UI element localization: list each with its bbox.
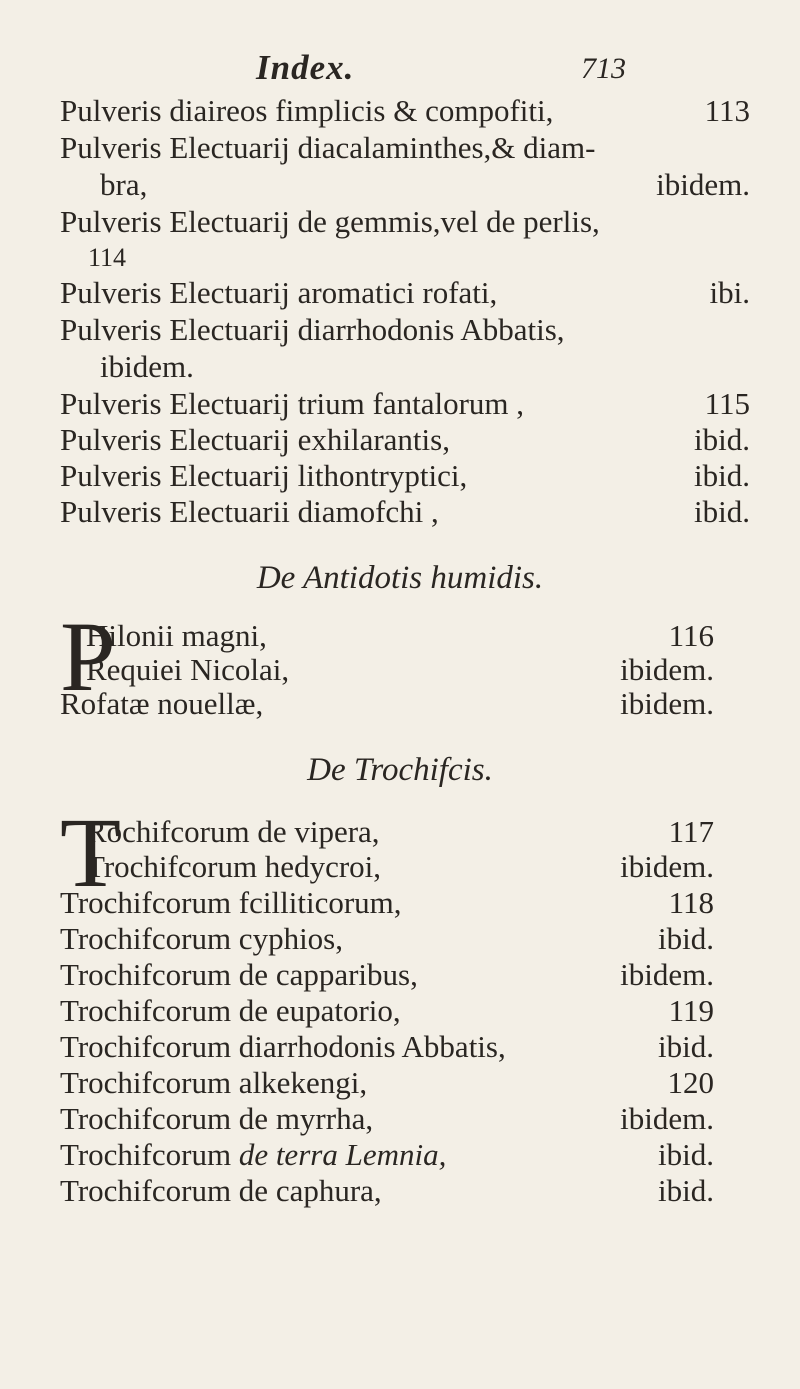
page-number: 713 [581, 52, 626, 85]
drop-capital: T [60, 797, 122, 908]
book-page: Index. 713 Pulveris diaireos fimplicis & compofiti, 113 Pulveris Electuarij diacalaminthes,& diam- bra, ibidem. Pulveris Electuarij de gemmis,vel de perlis, 114 Pulveris Electuarij aromatici rofati, ibi. Pulveris Electuarij diarrhodonis Abbatis, ibidem. Pulveris Electuarij trium fantalorum , 115 Pulveris Electuarij exhilarantis, ibid. Pulveris Electuarij lithontryptici, ibid. Pulveris Electuarii diamofchi , ibid. De Antidotis humidis. P Hilonii magni, 116 Requiei Nicolai, ibidem. Rofatæ nouellæ, ibidem. De Trochifcis. T Rochifcorum de vipera, 117 Trochifcorum hedycroi, ibidem. Trochifcorum fcilliticorum, 118 Trochifcorum cyphios, ibid. Trochifcorum de capparibus, ibidem. Trochifcorum de eupatorio, 119 Trochifcorum diarrhodonis Abbatis, ibid. Trochifcorum alkekengi, 120 Trochifcorum de myrrha, ibidem. Trochifcorum de terra Lemnia, ibid. Trochifcorum de caphura, ibid. [0, 0, 800, 1389]
page-header [0, 44, 800, 90]
section-heading-antidotis: De Antidotis humidis. [256, 560, 544, 596]
drop-capital: P [60, 601, 116, 712]
running-title: Index. [256, 48, 355, 87]
section-heading-trochiscis: De Trochifcis. [307, 752, 493, 788]
